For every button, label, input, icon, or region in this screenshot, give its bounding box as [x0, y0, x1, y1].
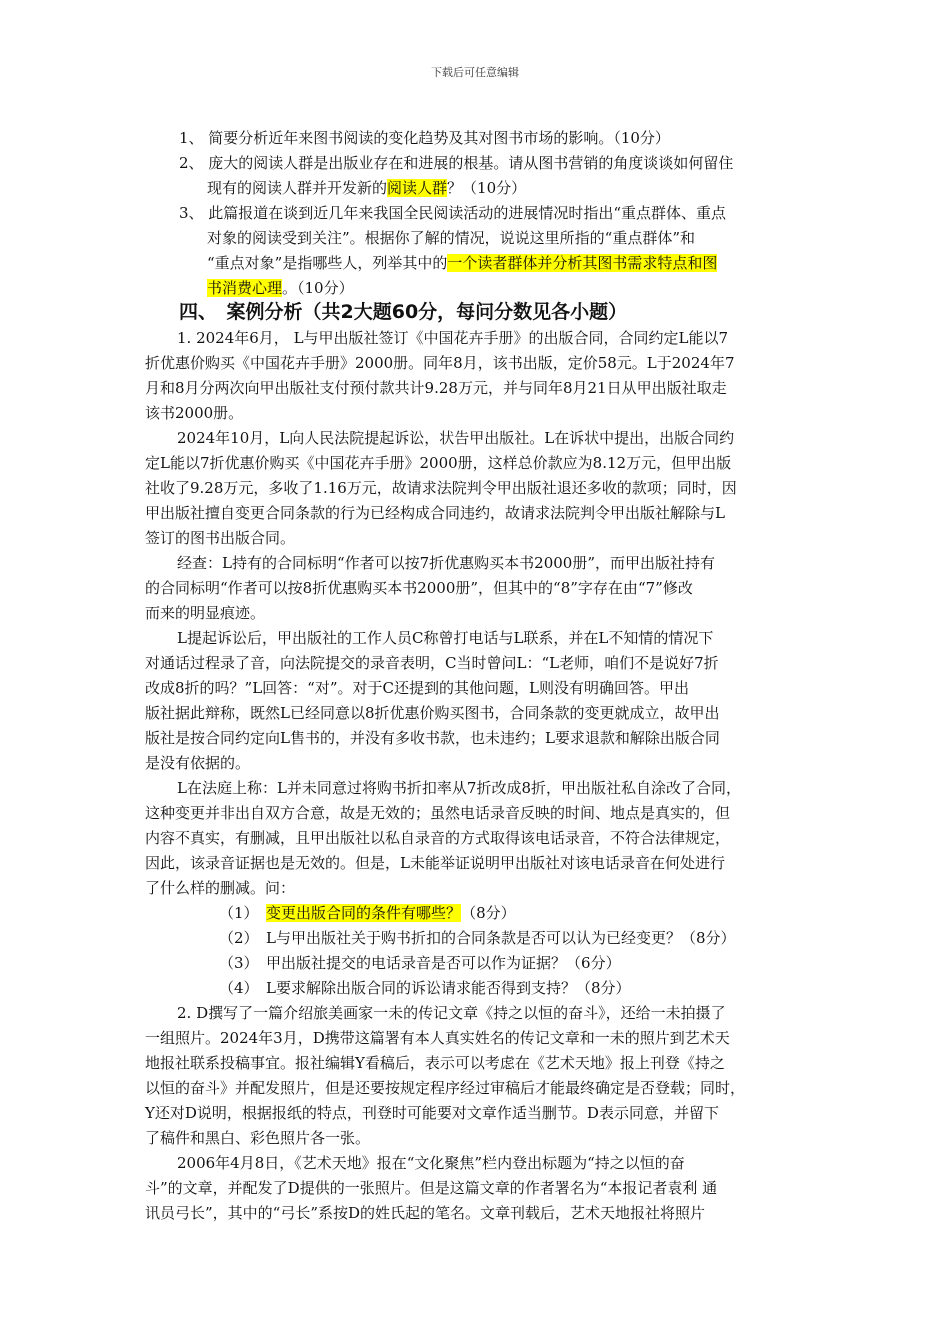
- text-line: [145, 478, 737, 498]
- text-line: [145, 1128, 370, 1148]
- text-segment: （2） L与甲出版社关于购书折扣的合同条款是否可以认为已经变更？（8分）: [219, 929, 736, 947]
- text-segment: 地报社联系投稿事宜。报社编辑Y看稿后，表示可以考虑在《艺术天地》报上刊登《持之: [145, 1054, 725, 1072]
- text-segment: （8分）: [461, 904, 516, 922]
- text-line: [207, 278, 354, 298]
- text-line: [177, 1003, 726, 1023]
- text-line: [219, 903, 516, 923]
- text-segment: 折优惠价购买《中国花卉手册》2000册。同年8月，该书出版，定价58元。L于2024年7: [145, 354, 735, 372]
- highlighted-text: 书消费心理: [207, 279, 283, 297]
- text-segment: 现有的阅读人群并开发新的: [207, 179, 388, 197]
- text-line: [145, 653, 719, 673]
- section-heading: [179, 300, 627, 324]
- text-line: [145, 1028, 730, 1048]
- highlighted-text: 变更出版合同的条件有哪些？: [266, 904, 462, 922]
- text-line: [145, 1103, 719, 1123]
- text-line: [145, 403, 243, 423]
- text-segment: 月和8月分两次向甲出版社支付预付款共计9.28万元，并与同年8月21日从甲出版社取走: [145, 379, 727, 397]
- text-segment: 3、 此篇报道在谈到近几年来我国全民阅读活动的进展情况时指出“重点群体、重点: [179, 204, 726, 222]
- text-segment: （3） 甲出版社提交的电话录音是否可以作为证据？（6分）: [219, 954, 621, 972]
- text-line: [145, 828, 730, 848]
- text-segment: （4） L要求解除出版合同的诉讼请求能否得到支持？（8分）: [219, 979, 631, 997]
- page-header: 下载后可任意编辑: [431, 66, 519, 79]
- text-line: [145, 503, 725, 523]
- text-line: [145, 1203, 705, 1223]
- text-line: [145, 578, 693, 598]
- text-segment: ？（10分）: [447, 179, 527, 197]
- text-segment: 甲出版社擅自变更合同条款的行为已经构成合同违约，故请求法院判令甲出版社解除与L: [145, 504, 725, 522]
- text-segment: 而来的明显痕迹。: [145, 604, 266, 622]
- text-line: [179, 128, 670, 148]
- text-line: [145, 803, 730, 823]
- text-segment: 1. 2024年6月， L与甲出版社签订《中国花卉手册》的出版合同，合同约定L能以7: [177, 329, 729, 347]
- text-line: [219, 978, 631, 998]
- text-line: [145, 603, 265, 623]
- text-segment: 是没有依据的。: [145, 754, 251, 772]
- text-segment: 该书2000册。: [145, 404, 244, 422]
- text-line: [177, 1153, 685, 1173]
- text-segment: 签订的图书出版合同。: [145, 529, 296, 547]
- text-segment: 社收了9.28万元，多收了1.16万元，故请求法院判令甲出版社退还多收的款项；同时，因: [145, 479, 737, 497]
- text-line: [179, 203, 726, 223]
- text-segment: 四、 案例分析（共2大题60分，每问分数见各小题）: [179, 301, 628, 323]
- text-segment: 定L能以7折优惠价购买《中国花卉手册》2000册，这样总价款应为8.12万元，但甲出版: [145, 454, 732, 472]
- text-line: [145, 703, 720, 723]
- text-segment: 版社据此辩称，既然L已经同意以8折优惠价购买图书，合同条款的变更就成立，故甲出: [145, 704, 720, 722]
- text-line: [177, 428, 734, 448]
- text-line: [145, 453, 731, 473]
- text-segment: 内容不真实，有删减，且甲出版社以私自录音的方式取得该电话录音，不符合法律规定，: [145, 829, 731, 847]
- text-line: [179, 153, 733, 173]
- text-line: [177, 328, 728, 348]
- text-segment: 以恒的奋斗》并配发照片，但是还要按规定程序经过审稿后才能最终确定是否登载；同时，: [145, 1079, 746, 1097]
- text-line: [177, 628, 713, 648]
- text-segment: 了什么样的删减。问：: [145, 879, 296, 897]
- text-segment: 了稿件和黑白、彩色照片各一张。: [145, 1129, 371, 1147]
- text-line: [145, 853, 725, 873]
- text-line: [219, 928, 736, 948]
- highlighted-text: 阅读人群: [387, 179, 448, 197]
- text-segment: Y还对D说明，根据报纸的特点，刊登时可能要对文章作适当删节。D表示同意，并留下: [145, 1104, 719, 1122]
- text-segment: 斗”的文章，并配发了D提供的一张照片。但是这篇文章的作者署名为“本报记者袁利 通: [145, 1179, 718, 1197]
- text-segment: “重点对象”是指哪些人，列举其中的: [207, 254, 448, 272]
- text-segment: 这种变更并非出自双方合意，故是无效的；虽然电话录音反映的时间、地点是真实的，但: [145, 804, 731, 822]
- text-line: [177, 553, 715, 573]
- text-segment: 对通话过程录了音，向法院提交的录音表明，C当时曾问L：“L老师，咱们不是说好7折: [145, 654, 719, 672]
- text-segment: 的合同标明“作者可以按8折优惠购买本书2000册”，但其中的“8”字存在由“7”修改: [145, 579, 693, 597]
- text-segment: （1）: [219, 904, 267, 922]
- text-segment: 。（10分）: [282, 279, 354, 297]
- text-segment: 对象的阅读受到关注”。根据你了解的情况，说说这里所指的“重点群体”和: [207, 229, 696, 247]
- text-segment: 2024年10月，L向人民法院提起诉讼，状告甲出版社。L在诉状中提出，出版合同约: [177, 429, 735, 447]
- text-segment: 2006年4月8日，《艺术天地》报在“文化聚焦”栏内登出标题为“持之以恒的奋: [177, 1154, 685, 1172]
- text-line: [145, 528, 295, 548]
- text-segment: 改成8折的吗？”L回答：“对”。对于C还提到的其他问题，L则没有明确回答。甲出: [145, 679, 689, 697]
- text-line: [145, 878, 295, 898]
- text-segment: 2. D撰写了一篇介绍旅美画家一未的传记文章《持之以恒的奋斗》，还给一未拍摄了: [177, 1004, 726, 1022]
- text-line: [177, 778, 741, 798]
- text-segment: L提起诉讼后，甲出版社的工作人员C称曾打电话与L联系，并在L不知情的情况下: [177, 629, 714, 647]
- text-segment: 一组照片。2024年3月，D携带这篇署有本人真实姓名的传记文章和一未的照片到艺术天: [145, 1029, 730, 1047]
- text-line: [145, 753, 250, 773]
- text-line: [207, 178, 526, 198]
- text-line: [145, 353, 735, 373]
- text-segment: 因此，该录音证据也是无效的。但是，L未能举证说明甲出版社对该电话录音在何处进行: [145, 854, 725, 872]
- text-segment: 经查：L持有的合同标明“作者可以按7折优惠购买本书2000册”，而甲出版社持有: [177, 554, 716, 572]
- highlighted-text: 一个读者群体并分析其图书需求特点和图: [447, 254, 718, 272]
- text-segment: 1、 简要分析近年来图书阅读的变化趋势及其对图书市场的影响。（10分）: [179, 129, 670, 147]
- text-line: [145, 378, 727, 398]
- text-segment: 2、 庞大的阅读人群是出版业存在和进展的根基。请从图书营销的角度谈谈如何留住: [179, 154, 734, 172]
- text-line: [207, 253, 717, 273]
- text-line: [145, 1178, 717, 1198]
- text-line: [207, 228, 695, 248]
- text-line: [145, 1053, 725, 1073]
- text-line: [145, 1078, 745, 1098]
- text-line: [145, 728, 720, 748]
- text-segment: 讯员弓长”，其中的“弓长”系按D的姓氏起的笔名。文章刊载后，艺术天地报社将照片: [145, 1204, 706, 1222]
- text-line: [219, 953, 621, 973]
- text-segment: L在法庭上称：L并未同意过将购书折扣率从7折改成8折，甲出版社私自涂改了合同，: [177, 779, 742, 797]
- text-segment: 版社是按合同约定向L售书的，并没有多收书款，也未违约；L要求退款和解除出版合同: [145, 729, 720, 747]
- text-line: [145, 678, 689, 698]
